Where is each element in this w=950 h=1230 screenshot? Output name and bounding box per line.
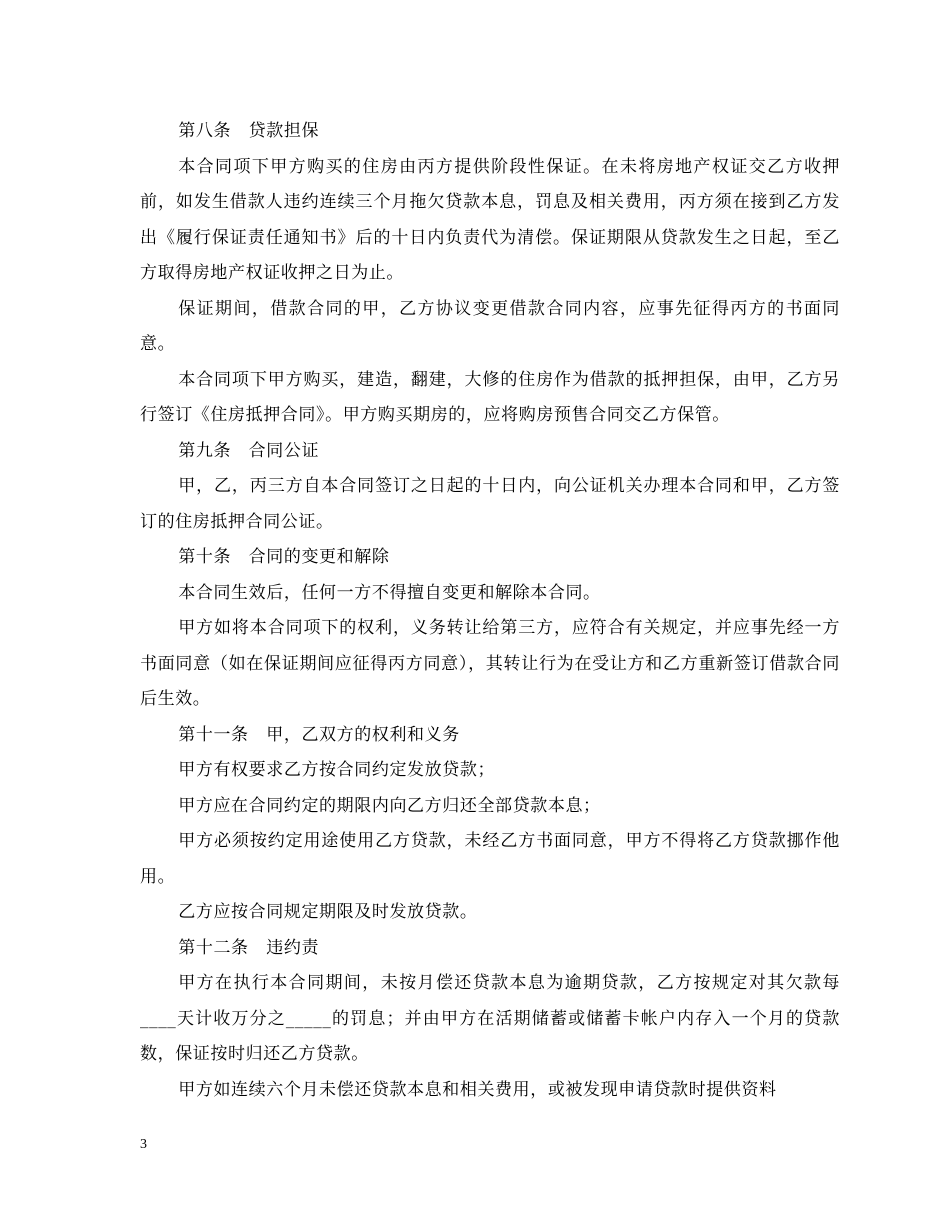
page-number: 3 (140, 1137, 147, 1152)
article-10-paragraph-2: 甲方如将本合同项下的权利，义务转让给第三方，应符合有关规定，并应事先经一方书面同意（如在保证期间应征得丙方同意），其转让行为在受让方和乙方重新签订借款合同后生效。 (140, 618, 840, 709)
article-10-heading: 第十条 合同的变更和解除 (178, 547, 390, 567)
article-11-paragraph-4: 乙方应按合同规定期限及时发放贷款。 (178, 902, 478, 922)
article-11-paragraph-2: 甲方应在合同约定的期限内向乙方归还全部贷款本息； (178, 795, 601, 816)
article-12-paragraph-2: 甲方如连续六个月未偿还贷款本息和相关费用，或被发现申请贷款时提供资料 (178, 1079, 777, 1100)
document-body (140, 114, 840, 1108)
article-11-paragraph-3: 甲方必须按约定用途使用乙方贷款，未经乙方书面同意，甲方不得将乙方贷款挪作他用。 (140, 831, 840, 887)
article-11-paragraph-1: 甲方有权要求乙方按合同约定发放贷款； (178, 760, 496, 780)
article-12-heading: 第十二条 违约责 (178, 937, 320, 958)
article-11-heading: 第十一条 甲，乙双方的权利和义务 (178, 724, 460, 745)
article-10-paragraph-1: 本合同生效后，任何一方不得擅自变更和解除本合同。 (178, 582, 601, 603)
article-12-paragraph-1: 甲方在执行本合同期间，未按月偿还贷款本息为逾期贷款，乙方按规定对其欠款每____天计收万分之_____的罚息；并由甲方在活期储蓄或储蓄卡帐户内存入一个月的贷款数，保证按时归还乙方贷款。 (140, 973, 840, 1064)
article-9-paragraph-1: 甲，乙，丙三方自本合同签订之日起的十日内，向公证机关办理本合同和甲，乙方签订的住房抵押合同公证。 (140, 476, 840, 532)
article-8-heading: 第八条 贷款担保 (178, 121, 320, 141)
article-8-paragraph-3: 本合同项下甲方购买，建造，翻建，大修的住房作为借款的抵押担保，由甲，乙方另行签订《住房抵押合同》。甲方购买期房的，应将购房预售合同交乙方保管。 (140, 369, 840, 425)
article-8-paragraph-1: 本合同项下甲方购买的住房由丙方提供阶段性保证。在未将房地产权证交乙方收押前，如发生借款人违约连续三个月拖欠贷款本息，罚息及相关费用，丙方须在接到乙方发出《履行保证责任通知书》后的十日内负责代为清偿。保证期限从贷款发生之日起，至乙方取得房地产权证收押之日为止。 (140, 156, 840, 283)
article-8-paragraph-2: 保证期间，借款合同的甲，乙方协议变更借款合同内容，应事先征得丙方的书面同意。 (140, 298, 840, 354)
article-9-heading: 第九条 合同公证 (178, 440, 320, 461)
